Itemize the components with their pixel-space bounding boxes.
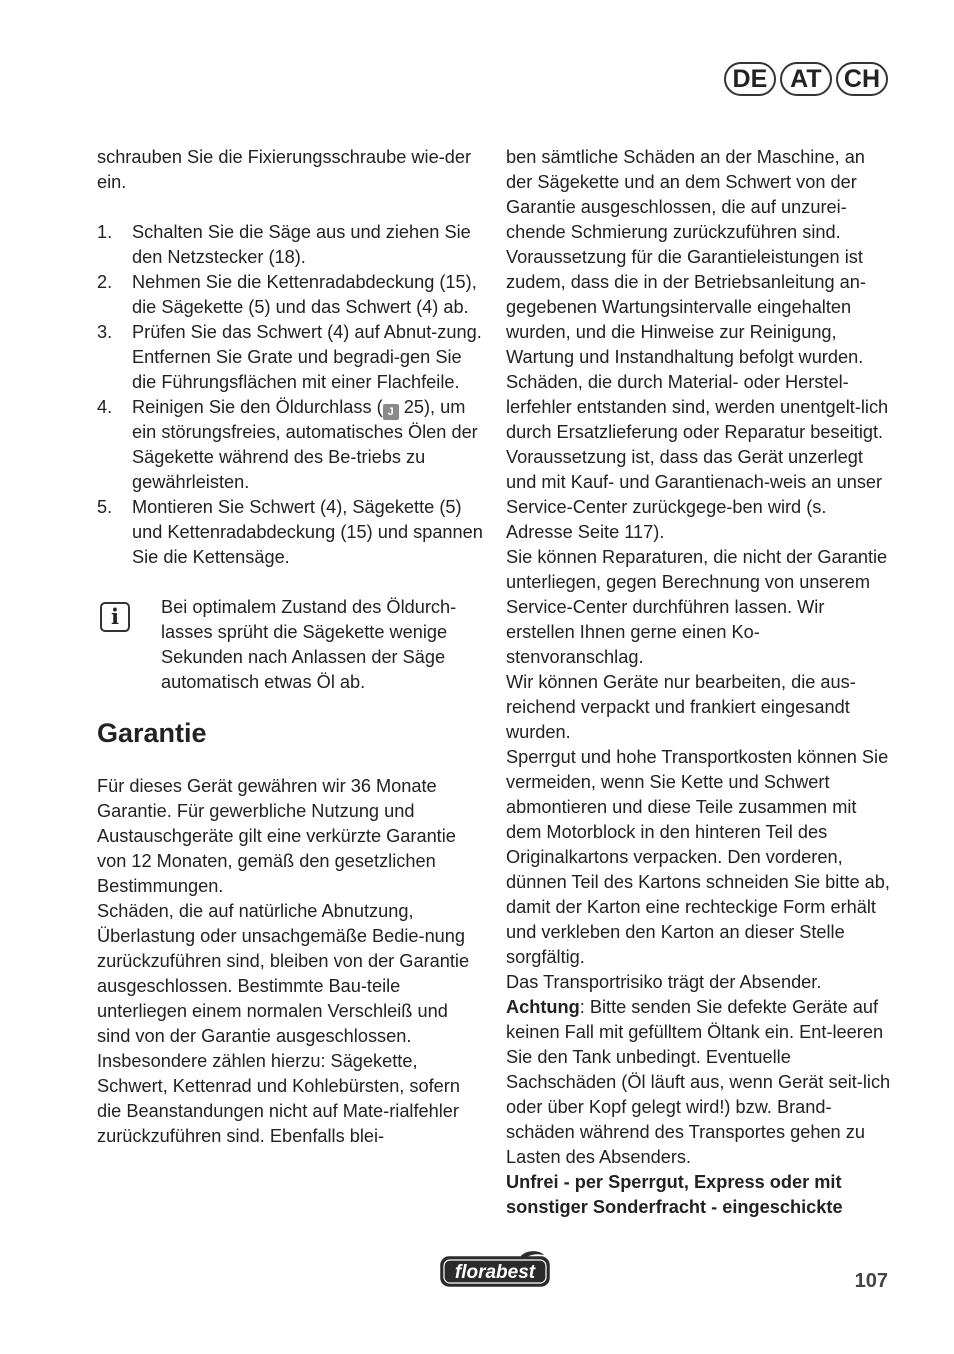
- guarantee-paragraph: Sperrgut und hohe Transportkosten können Sie vermeiden, wenn Sie Kette und Schwert abmontieren und diese Teile zusammen mit dem Motorblock in den hinteren Teil des Originalkartons verpacken. Den vorderen, dünnen Teil des Kartons schneiden Sie bitte ab, damit der Karton eine rechteckige Form erhält und verkleben den Karton an dieser Stelle sorgfältig.: [506, 747, 890, 967]
- guarantee-paragraph: ben sämtliche Schäden an der Maschine, an der Sägekette und an dem Schwert von der Garantie ausgeschlossen, die auf unzurei-chende Schmierung zurückzuführen sind. Voraussetzung für die Garantieleistungen ist zudem, dass die in der Betriebsanleitung an-gegebenen Wartungsintervalle eingehalten wurden, und die Hinweise zur Reinigung, Wartung und Instandhaltung befolgt wurden.: [506, 147, 866, 367]
- guarantee-paragraph: Für dieses Gerät gewähren wir 36 Monate Garantie. Für gewerbliche Nutzung und Austauschgeräte gilt eine verkürzte Garantie von 12 Monaten, gemäß den gesetzlichen Bestimmungen.: [97, 776, 456, 896]
- section-heading-garantie: Garantie: [97, 718, 207, 748]
- florabest-logo: [440, 1251, 550, 1287]
- step-text: Montieren Sie Schwert (4), Sägekette (5) und Kettenradabdeckung (15) und spannen Sie die Kettensäge.: [132, 497, 483, 567]
- right-column: [506, 145, 896, 1220]
- reference-icon: J: [383, 404, 399, 420]
- step-item: [97, 495, 485, 570]
- step-number: 3.: [97, 322, 113, 342]
- step-item: [97, 270, 485, 320]
- maintenance-steps: [97, 220, 485, 570]
- lang-badge-de: DE: [724, 62, 776, 96]
- guarantee-paragraph: Schäden, die auf natürliche Abnutzung, Überlastung oder unsachgemäße Bedie-nung zurückzuführen sind, bleiben von der Garantie ausgeschlossen. Bestimmte Bau-teile unterliegen einem normalen Verschleiß und sind von der Garantie ausgeschlossen. Insbesondere zählen hierzu: Sägekette, Schwert, Kettenrad und Kohlebürsten, sofern die Beanstandungen nicht auf Mate-rialfehler zurückzuführen sind. Ebenfalls blei-: [97, 901, 470, 1146]
- step-number: 1.: [97, 222, 113, 242]
- info-icon: i: [100, 602, 130, 632]
- step-item: [97, 220, 485, 270]
- attention-text: : Bitte senden Sie defekte Geräte auf keinen Fall mit gefülltem Öltank ein. Ent-leeren Sie den Tank unbedingt. Eventuelle Sachschäden (Öl läuft aus, wenn Gerät seit-lich oder über Kopf gelegt wird!) bzw. Brand-schäden während des Transportes gehen zu Lasten des Absenders.: [506, 997, 891, 1167]
- logo-text: florabest: [454, 1262, 536, 1283]
- attention-paragraph: [506, 995, 896, 1170]
- step-item: [97, 320, 485, 395]
- step-text: Nehmen Sie die Kettenradabdeckung (15), die Sägekette (5) und das Schwert (4) ab.: [132, 272, 477, 317]
- shipping-notice-bold: Unfrei - per Sperrgut, Express oder mit sonstiger Sonderfracht - eingeschickte: [506, 1172, 843, 1217]
- page-number: 107: [854, 1270, 888, 1292]
- attention-label: Achtung: [506, 997, 580, 1017]
- guarantee-paragraph: Das Transportrisiko trägt der Absender.: [506, 972, 822, 992]
- info-note-text: Bei optimalem Zustand des Öldurch-lasses sprüht die Sägekette wenige Sekunden nach Anlassen der Säge automatisch etwas Öl ab.: [161, 597, 457, 692]
- guarantee-paragraph: Schäden, die durch Material- oder Herstel-lerfehler entstanden sind, werden unentgelt-lich durch Ersatzlieferung oder Reparatur beseitigt. Voraussetzung ist, dass das Gerät unzerlegt und mit Kauf- und Garantienach-weis an unser Service-Center zurückgege-ben wird (s. Adresse Seite 117).: [506, 372, 889, 542]
- lang-badge-ch: CH: [836, 62, 888, 96]
- intro-paragraph: schrauben Sie die Fixierungsschraube wie-der ein.: [97, 147, 472, 192]
- info-note: [97, 595, 485, 695]
- step-text: Schalten Sie die Säge aus und ziehen Sie den Netzstecker (18).: [132, 222, 471, 267]
- step-number: 5.: [97, 497, 113, 517]
- guarantee-paragraph: Sie können Reparaturen, die nicht der Garantie unterliegen, gegen Berechnung von unserem Service-Center durchführen lassen. Wir erstellen Ihnen gerne einen Ko-stenvoranschlag.: [506, 547, 888, 667]
- guarantee-paragraph: Wir können Geräte nur bearbeiten, die aus-reichend verpackt und frankiert eingesandt wurden.: [506, 672, 856, 742]
- step-number: 2.: [97, 272, 113, 292]
- step-text-before: Reinigen Sie den Öldurchlass (: [132, 397, 383, 417]
- step-item: [97, 395, 485, 495]
- step-text-after: 25), um ein störungsfreies, automatisches Ölen der Sägekette während des Be-triebs zu gewährleisten.: [132, 397, 478, 492]
- shipping-notice: [506, 1170, 896, 1220]
- left-column: [97, 145, 485, 1149]
- step-number: 4.: [97, 397, 113, 417]
- lang-badge-at: AT: [780, 62, 832, 96]
- step-text: Prüfen Sie das Schwert (4) auf Abnut-zung. Entfernen Sie Grate und begradi-gen Sie die Führungsflächen mit einer Flachfeile.: [132, 322, 482, 392]
- language-badges: [724, 62, 888, 96]
